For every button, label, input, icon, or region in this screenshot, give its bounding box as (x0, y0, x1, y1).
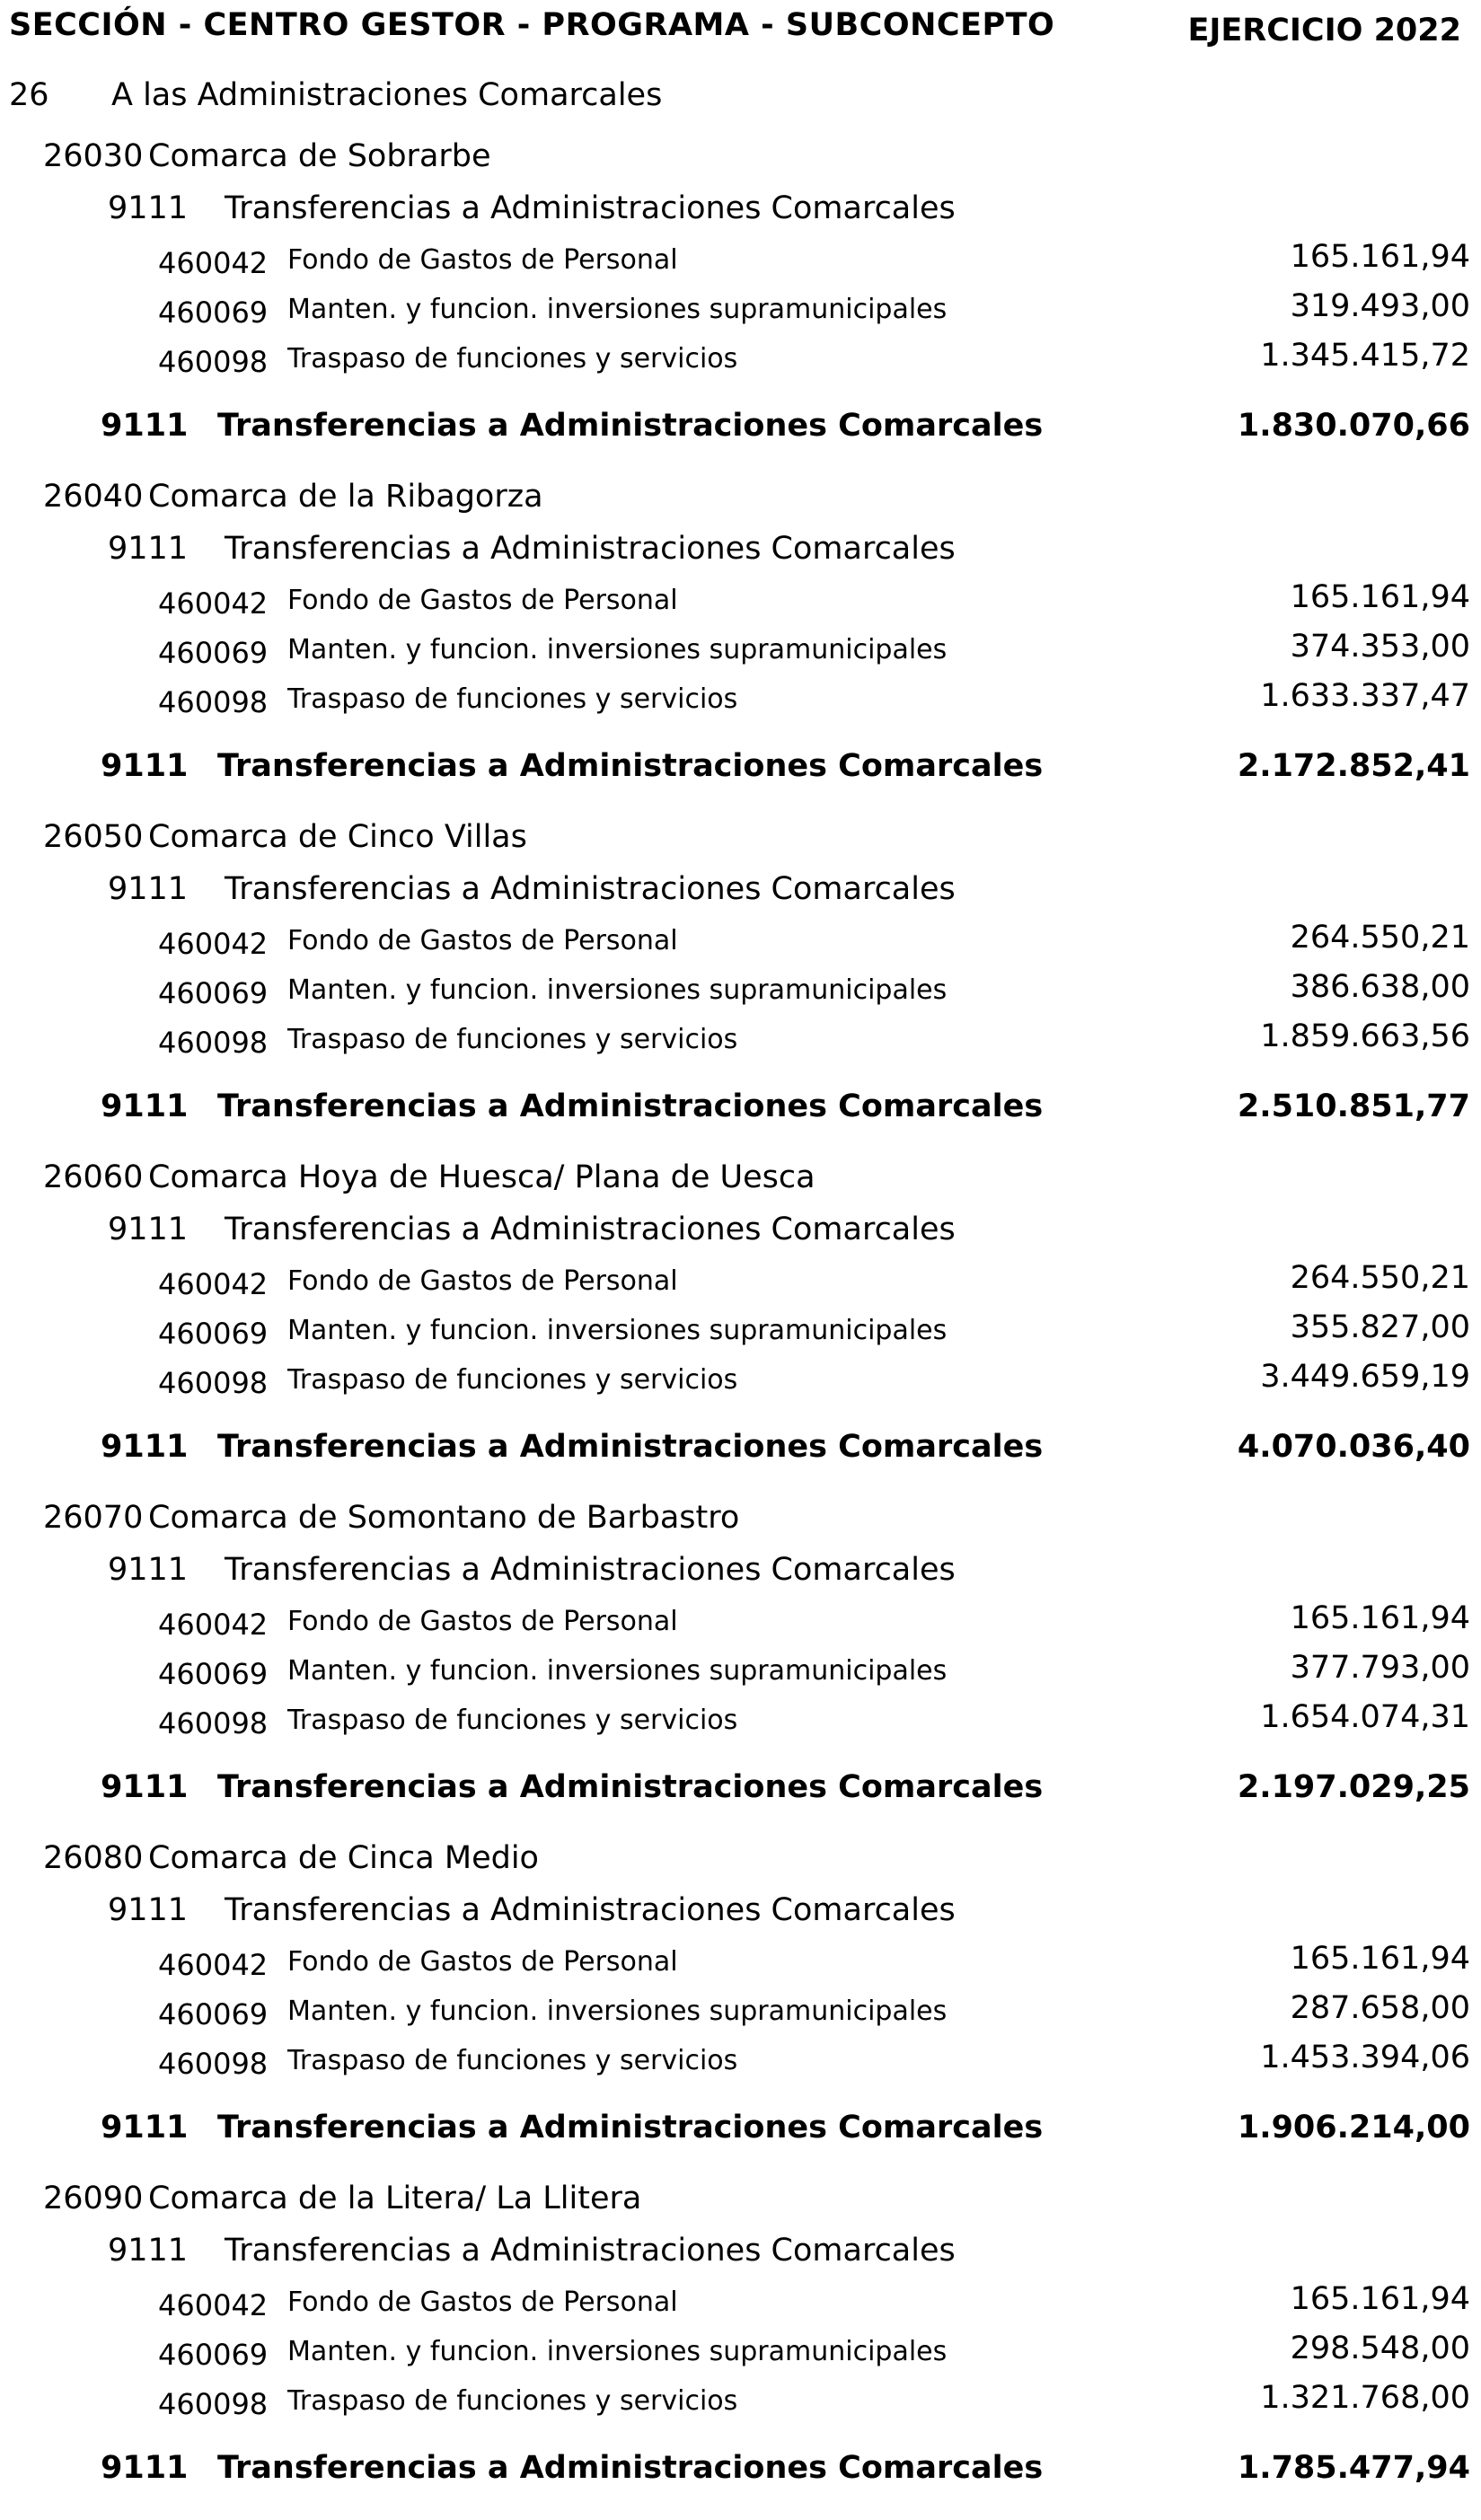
comarca-name: Comarca de Somontano de Barbastro (148, 1500, 740, 1536)
item-code: 460069 (158, 636, 269, 670)
item-amount: 1.345.415,72 (1260, 338, 1470, 374)
item-code: 460098 (158, 2047, 269, 2081)
total-amount: 1.906.214,00 (1237, 2110, 1470, 2146)
item-description: Fondo de Gastos de Personal (287, 2287, 678, 2318)
item-description: Manten. y funcion. inversiones supramunicipales (287, 974, 948, 1006)
comarca-name: Comarca Hoya de Huesca/ Plana de Uesca (148, 1159, 815, 1195)
comarca-heading (43, 819, 527, 855)
program-name: Transferencias a Administraciones Comarcales (225, 531, 956, 567)
program-total (101, 2110, 1481, 2154)
line-item (158, 2040, 1481, 2088)
comarca-block (0, 138, 1481, 478)
program-code: 9111 (108, 1212, 189, 1247)
item-amount: 355.827,00 (1290, 1309, 1470, 1345)
item-description: Manten. y funcion. inversiones supramunicipales (287, 634, 948, 665)
item-description: Traspaso de funciones y servicios (287, 1364, 738, 1396)
item-amount: 374.353,00 (1290, 629, 1470, 665)
comarca-code: 26070 (43, 1500, 144, 1536)
item-code: 460042 (158, 586, 269, 621)
item-description: Traspaso de funciones y servicios (287, 1024, 738, 1055)
program-name: Transferencias a Administraciones Comarcales (225, 1552, 956, 1588)
item-description: Traspaso de funciones y servicios (287, 1705, 738, 1736)
item-amount: 165.161,94 (1290, 1600, 1470, 1636)
item-amount: 1.654.074,31 (1260, 1699, 1470, 1735)
comarca-heading (43, 1500, 739, 1536)
total-code: 9111 (101, 1429, 189, 1465)
program-code: 9111 (108, 531, 189, 567)
line-item (158, 1650, 1481, 1698)
item-code: 460098 (158, 1026, 269, 1060)
comarca-heading (43, 2181, 641, 2216)
line-item (158, 1018, 1481, 1067)
item-code: 460069 (158, 1657, 269, 1691)
total-description: Transferencias a Administraciones Comarcales (217, 1088, 1044, 1124)
item-description: Traspaso de funciones y servicios (287, 683, 738, 715)
program-code: 9111 (108, 2233, 189, 2269)
section-heading (0, 77, 1481, 120)
item-code: 460098 (158, 1366, 269, 1400)
item-amount: 319.493,00 (1290, 288, 1470, 324)
item-description: Fondo de Gastos de Personal (287, 1946, 678, 1978)
comarca-code: 26050 (43, 819, 144, 855)
program-code: 9111 (108, 190, 189, 226)
total-description: Transferencias a Administraciones Comarcales (217, 2110, 1044, 2146)
program-name: Transferencias a Administraciones Comarcales (225, 190, 956, 226)
comarca-heading (43, 479, 543, 515)
program-heading (108, 1892, 956, 1928)
program-code: 9111 (108, 1552, 189, 1588)
item-description: Fondo de Gastos de Personal (287, 1606, 678, 1637)
item-description: Manten. y funcion. inversiones supramunicipales (287, 2336, 948, 2367)
item-amount: 386.638,00 (1290, 969, 1470, 1005)
item-amount: 287.658,00 (1290, 1990, 1470, 2026)
program-total (101, 1088, 1481, 1133)
line-item (158, 2331, 1481, 2379)
line-item (158, 579, 1481, 628)
line-item (158, 1941, 1481, 1989)
item-amount: 165.161,94 (1290, 239, 1470, 275)
comarca-block (0, 1840, 1481, 2180)
line-item (158, 1699, 1481, 1748)
item-code: 460042 (158, 1608, 269, 1642)
total-amount: 2.197.029,25 (1237, 1769, 1470, 1805)
header-year: EJERCICIO 2022 (1187, 13, 1461, 48)
program-heading (108, 1212, 956, 1247)
item-code: 460042 (158, 2288, 269, 2322)
program-total (101, 1429, 1481, 1474)
total-code: 9111 (101, 1088, 189, 1124)
total-code: 9111 (101, 1769, 189, 1805)
line-item (158, 1359, 1481, 1407)
comarca-block (0, 1500, 1481, 1839)
item-amount: 1.633.337,47 (1260, 678, 1470, 714)
item-amount: 1.859.663,56 (1260, 1018, 1470, 1054)
line-item (158, 920, 1481, 968)
total-description: Transferencias a Administraciones Comarcales (217, 1429, 1044, 1465)
item-description: Traspaso de funciones y servicios (287, 343, 738, 374)
comarca-block (0, 2181, 1481, 2520)
line-item (158, 1309, 1481, 1358)
item-code: 460069 (158, 2338, 269, 2372)
line-item (158, 678, 1481, 727)
program-heading (108, 1552, 956, 1588)
item-amount: 3.449.659,19 (1260, 1359, 1470, 1395)
program-name: Transferencias a Administraciones Comarcales (225, 1212, 956, 1247)
page-header (0, 0, 1481, 63)
total-amount: 4.070.036,40 (1237, 1429, 1470, 1465)
item-description: Manten. y funcion. inversiones supramunicipales (287, 1996, 948, 2027)
line-item (158, 1260, 1481, 1308)
item-code: 460069 (158, 295, 269, 330)
total-description: Transferencias a Administraciones Comarcales (217, 1769, 1044, 1805)
item-amount: 165.161,94 (1290, 1941, 1470, 1977)
comarca-block (0, 1159, 1481, 1499)
header-title: SECCIÓN - CENTRO GESTOR - PROGRAMA - SUBCONCEPTO (9, 7, 1055, 43)
item-amount: 1.321.768,00 (1260, 2380, 1470, 2416)
comarca-code: 26060 (43, 1159, 144, 1195)
total-amount: 1.785.477,94 (1237, 2450, 1470, 2486)
total-code: 9111 (101, 408, 189, 444)
item-description: Traspaso de funciones y servicios (287, 2045, 738, 2076)
item-amount: 165.161,94 (1290, 579, 1470, 615)
comarca-name: Comarca de Cinco Villas (148, 819, 527, 855)
item-description: Manten. y funcion. inversiones supramunicipales (287, 1315, 948, 1346)
total-amount: 2.172.852,41 (1237, 748, 1470, 784)
line-item (158, 1600, 1481, 1649)
line-item (158, 288, 1481, 337)
comarca-name: Comarca de la Litera/ La Llitera (148, 2181, 642, 2216)
total-code: 9111 (101, 2110, 189, 2146)
item-code: 460098 (158, 345, 269, 379)
item-amount: 264.550,21 (1290, 1260, 1470, 1296)
comarca-heading (43, 1159, 815, 1195)
comarca-code: 26030 (43, 138, 144, 174)
item-description: Fondo de Gastos de Personal (287, 585, 678, 616)
item-amount: 377.793,00 (1290, 1650, 1470, 1686)
program-name: Transferencias a Administraciones Comarcales (225, 1892, 956, 1928)
item-description: Fondo de Gastos de Personal (287, 244, 678, 276)
total-code: 9111 (101, 748, 189, 784)
program-heading (108, 190, 956, 226)
item-description: Manten. y funcion. inversiones supramunicipales (287, 1655, 948, 1687)
comarca-name: Comarca de Sobrarbe (148, 138, 491, 174)
item-description: Fondo de Gastos de Personal (287, 1265, 678, 1297)
line-item (158, 239, 1481, 287)
item-amount: 1.453.394,06 (1260, 2040, 1470, 2075)
program-total (101, 748, 1481, 793)
program-code: 9111 (108, 871, 189, 907)
comarca-name: Comarca de Cinca Medio (148, 1840, 539, 1876)
total-code: 9111 (101, 2450, 189, 2486)
line-item (158, 338, 1481, 386)
total-amount: 1.830.070,66 (1237, 408, 1470, 444)
program-heading (108, 2233, 956, 2269)
total-description: Transferencias a Administraciones Comarcales (217, 748, 1044, 784)
program-name: Transferencias a Administraciones Comarcales (225, 2233, 956, 2269)
comarca-heading (43, 1840, 539, 1876)
item-code: 460069 (158, 1317, 269, 1351)
item-code: 460042 (158, 1267, 269, 1301)
item-amount: 264.550,21 (1290, 920, 1470, 956)
comarca-block (0, 819, 1481, 1159)
total-description: Transferencias a Administraciones Comarcales (217, 408, 1044, 444)
item-description: Traspaso de funciones y servicios (287, 2385, 738, 2417)
comarca-block (0, 479, 1481, 818)
total-amount: 2.510.851,77 (1237, 1088, 1470, 1124)
program-total (101, 408, 1481, 453)
item-code: 460042 (158, 246, 269, 280)
item-code: 460042 (158, 927, 269, 961)
program-code: 9111 (108, 1892, 189, 1928)
item-code: 460098 (158, 1706, 269, 1740)
item-code: 460098 (158, 685, 269, 719)
program-heading (108, 871, 956, 907)
program-heading (108, 531, 956, 567)
item-description: Fondo de Gastos de Personal (287, 925, 678, 956)
program-total (101, 2450, 1481, 2495)
item-code: 460069 (158, 1997, 269, 2031)
line-item (158, 629, 1481, 677)
line-item (158, 1990, 1481, 2039)
line-item (158, 969, 1481, 1018)
line-item (158, 2281, 1481, 2330)
comarca-code: 26040 (43, 479, 144, 515)
line-item (158, 2380, 1481, 2428)
section-name: A las Administraciones Comarcales (111, 77, 663, 113)
program-total (101, 1769, 1481, 1814)
comarca-name: Comarca de la Ribagorza (148, 479, 543, 515)
total-description: Transferencias a Administraciones Comarcales (217, 2450, 1044, 2486)
item-code: 460069 (158, 976, 269, 1010)
comarca-code: 26090 (43, 2181, 144, 2216)
item-amount: 298.548,00 (1290, 2331, 1470, 2366)
comarca-heading (43, 138, 491, 174)
item-description: Manten. y funcion. inversiones supramunicipales (287, 294, 948, 325)
item-code: 460098 (158, 2387, 269, 2421)
item-amount: 165.161,94 (1290, 2281, 1470, 2317)
item-code: 460042 (158, 1948, 269, 1982)
program-name: Transferencias a Administraciones Comarcales (225, 871, 956, 907)
section-code: 26 (9, 77, 49, 113)
comarca-code: 26080 (43, 1840, 144, 1876)
